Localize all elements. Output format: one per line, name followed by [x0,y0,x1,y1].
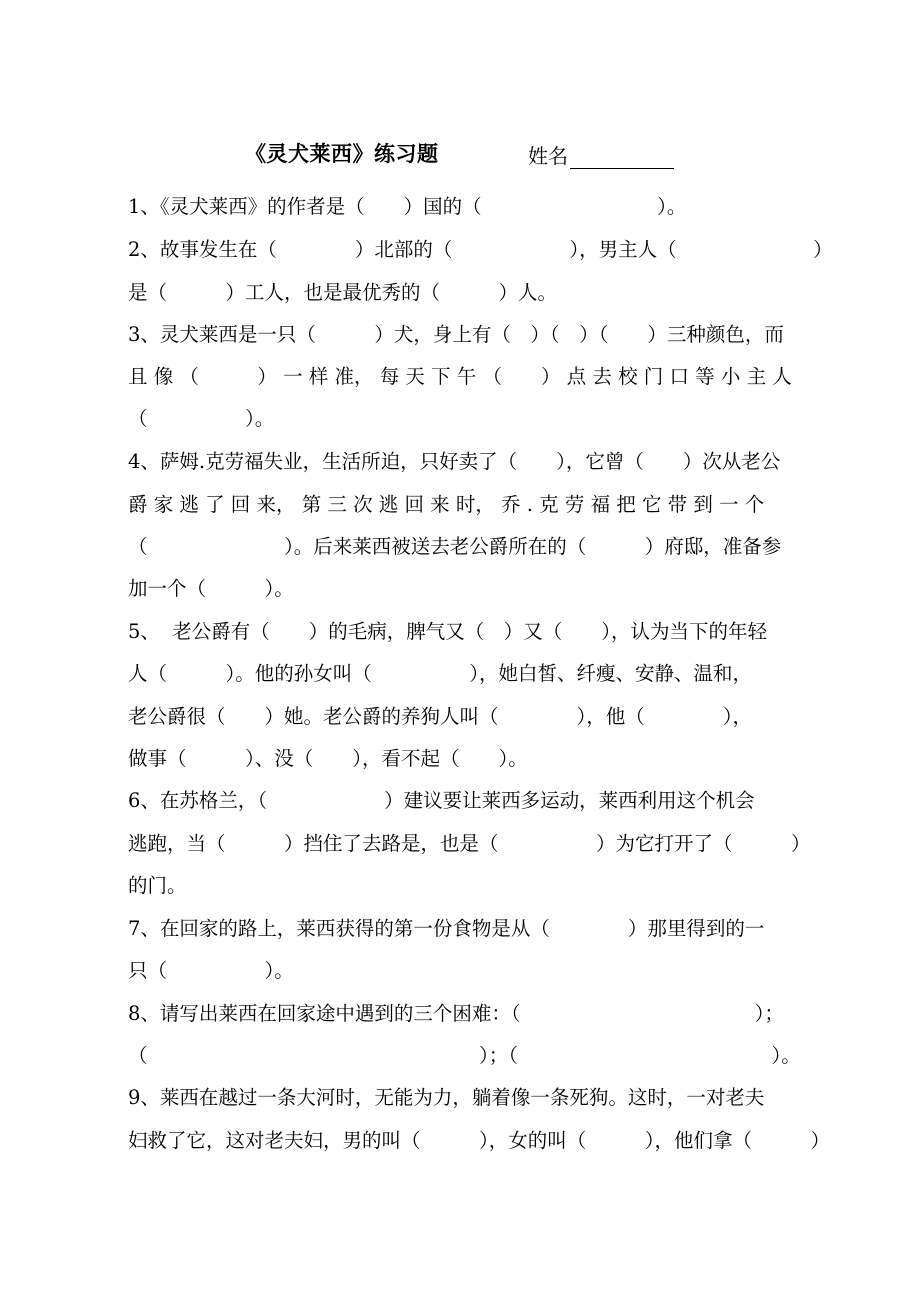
question-2-line-1: 2、故事发生在（ ）北部的（ ），男主人（ ） [128,238,833,261]
question-5-line-1: 5、 老公爵有（ ）的毛病，脾气又（ ）又（ ），认为当下的年轻 [128,620,768,643]
question-3-line-1: 3、灵犬莱西是一只（ ）犬，身上有（ ）（ ）（ ）三种颜色，而 [128,323,784,346]
name-field [528,140,674,169]
question-6-line-3: 的门。 [128,874,187,897]
question-9-line-1: 9、莱西在越过一条大河时，无能为力，躺着像一条死狗。这时，一对老夫 [128,1086,765,1109]
question-7-line-1: 7、在回家的路上，莱西获得的第一份食物是从（ ）那里得到的一 [128,917,765,940]
question-6-line-1: 6、在苏格兰，（ ）建议要让莱西多运动，莱西利用这个机会 [128,789,755,812]
name-label: 姓名 [528,144,568,168]
question-8-line-1: 8、请写出莱西在回家途中遇到的三个困难：（ ）； [128,1002,784,1025]
question-2-line-2: 是（ ）工人，也是最优秀的（ ）人。 [128,281,558,304]
question-4-line-1: 4、萨姆.克劳福失业，生活所迫，只好卖了（ ），它曾（ ）次从老公 [128,450,781,473]
name-blank-line[interactable] [570,146,674,169]
question-5-line-2: 人（ ）。他的孙女叫（ ），她白皙、纤瘦、安静、温和， [128,662,753,685]
question-6-line-2: 逃跑，当（ ）挡住了去路是，也是（ ）为它打开了（ ） [128,832,811,855]
question-3-line-3: （ ）。 [128,407,275,430]
worksheet-title: 《灵犬莱西》练习题 [245,141,439,166]
question-4-line-2: 爵 家 逃 了 回 来， 第 三 次 逃 回 来 时， 乔 . 克 劳 福 把 它 带 到 一 个 [128,493,765,516]
question-4-line-4: 加一个（ ）。 [128,577,294,600]
question-9-line-2: 妇救了它，这对老夫妇，男的叫（ ），女的叫（ ），他们拿（ ） [128,1129,831,1152]
question-5-line-4: 做事（ ）、没（ ），看不起（ ）。 [128,747,528,770]
question-5-line-3: 老公爵很（ ）她。老公爵的养狗人叫（ ），他（ ）， [128,705,753,728]
question-1-line-1: 1、《灵犬莱西》的作者是（ ）国的（ ）。 [128,195,687,218]
question-7-line-2: 只（ ）。 [128,959,294,982]
question-3-line-2: 且 像 （ ） 一 样 准， 每 天 下 午 （ ） 点 去 校 门 口 等 小 主 人 [128,365,792,388]
question-8-line-2: （ ）；（ ）。 [128,1044,801,1067]
question-4-line-3: （ ）。后来莱西被送去老公爵所在的（ ）府邸，准备参 [128,535,782,558]
